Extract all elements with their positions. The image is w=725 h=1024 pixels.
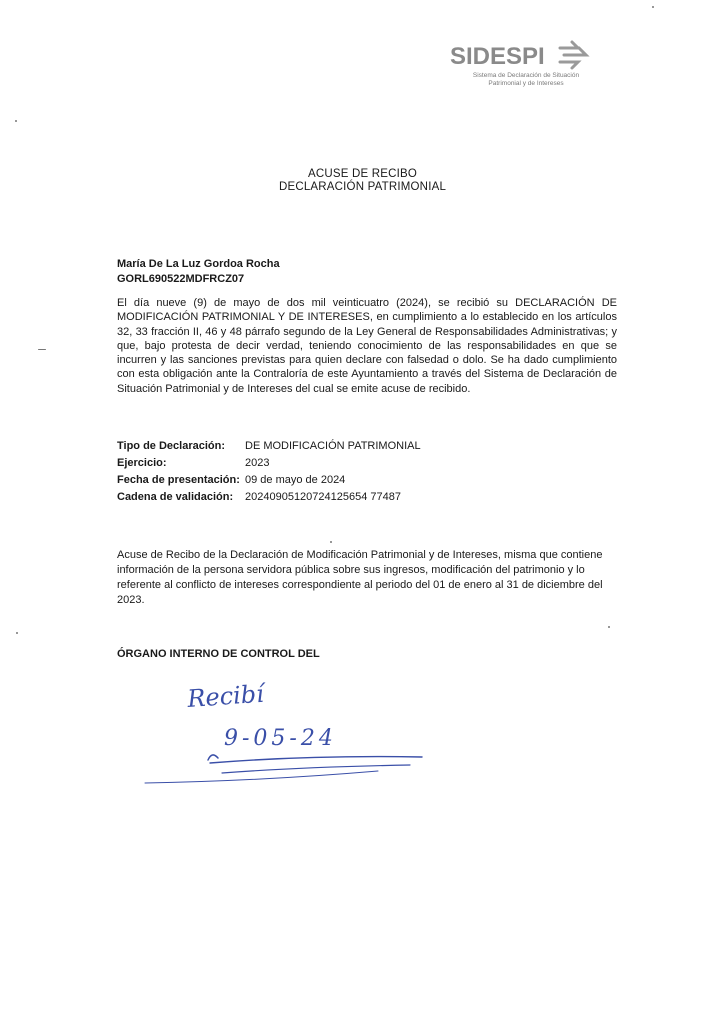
body-paragraph: El día nueve (9) de mayo de dos mil veinticuatro (2024), se recibió su DECLARACIÓN DE MODIFICACIÓN PATRIMONIAL Y DE INTERESES, en cumplimiento a lo establecido en los artículos 32, 33 fracción II, 46 y 48 párrafo segundo de la Ley General de Responsabilidades Administrativas; y que, bajo protesta de decir verdad, teniendo conocimiento de las responsabilidades en que se incurren y las sanciones previstas para quien declare con falsedad o dolo. Se ha dado cumplimiento con esta obligación ante la Contraloría de este Ayuntamiento a través del Sistema de Declaración de Situación Patrimonial y de Intereses del cual se emite acuse de recibido. [117, 297, 617, 395]
logo-brand: SIDESPI [450, 43, 545, 70]
field-label: Tipo de Declaración: [117, 440, 225, 452]
field-label: Ejercicio: [117, 457, 167, 469]
scan-speck [15, 120, 17, 122]
field-label: Fecha de presentación: [117, 474, 240, 486]
closing-paragraph: Acuse de Recibo de la Declaración de Modificación Patrimonial y de Intereses, misma que contiene información de la persona servidora pública sobre sus ingresos, modificación del patrimonio y lo referente al conflicto de intereses correspondiente al periodo del 01 de enero al 31 de diciembre del 2023. [117, 549, 603, 606]
field-value: 2023 [245, 457, 270, 469]
arrow-icon [560, 42, 586, 68]
signature-word: Recibí [186, 679, 265, 713]
signature-strokes [145, 755, 422, 783]
logo-subtitle: Sistema de Declaración de Situación Patrimonial y de Intereses [472, 72, 580, 87]
scan-speck [16, 632, 18, 634]
handwritten-signature [140, 665, 430, 795]
field-label: Cadena de validación: [117, 491, 234, 503]
organ-heading: ÓRGANO INTERNO DE CONTROL DEL [117, 648, 320, 660]
signature-date: 9-05-24 [224, 726, 337, 751]
scan-speck [38, 349, 46, 350]
sidespi-logo [440, 38, 600, 100]
field-value: 20240905120724125654 77487 [245, 491, 401, 503]
scan-speck [608, 626, 610, 628]
scan-speck [652, 6, 654, 8]
declarant-name: María De La Luz Gordoa Rocha [117, 258, 280, 270]
document-title: ACUSE DE RECIBO [307, 168, 418, 180]
document-subtitle: DECLARACIÓN PATRIMONIAL [278, 181, 447, 193]
field-value: DE MODIFICACIÓN PATRIMONIAL [245, 440, 421, 452]
field-value: 09 de mayo de 2024 [245, 474, 346, 486]
scan-speck [330, 541, 332, 543]
declarant-rfc: GORL690522MDFRCZ07 [117, 273, 245, 285]
